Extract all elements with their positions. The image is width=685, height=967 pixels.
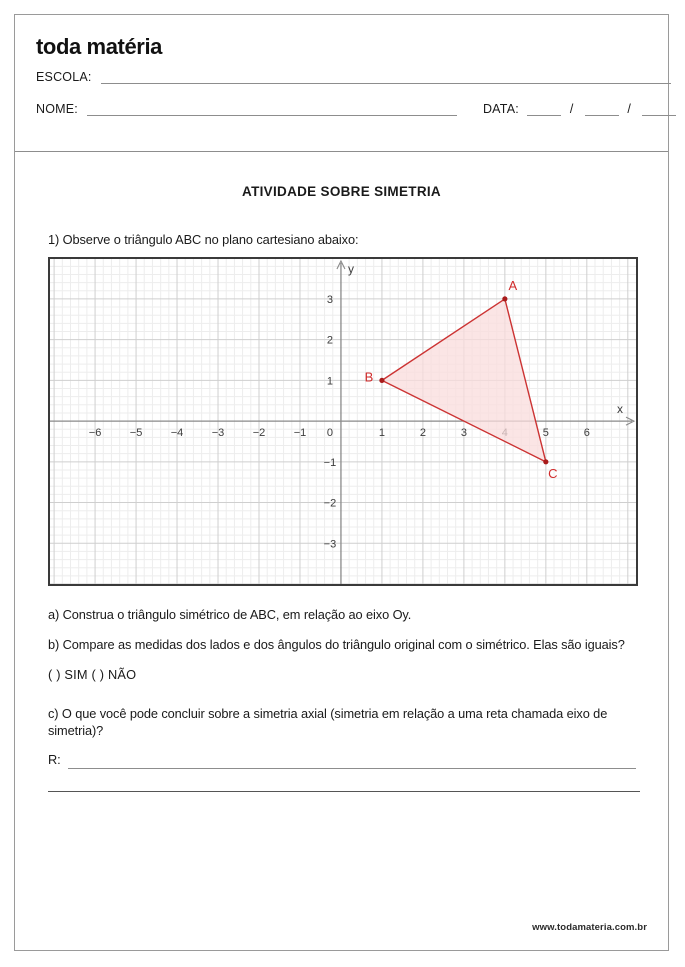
escola-label: ESCOLA:	[36, 70, 92, 84]
nome-field-row	[36, 102, 676, 120]
answer-label: R:	[48, 752, 61, 768]
svg-text:2: 2	[419, 427, 426, 440]
question-1-intro: 1) Observe o triângulo ABC no plano cartesiano abaixo:	[48, 232, 359, 247]
svg-text:−1: −1	[293, 427, 307, 440]
svg-text:B: B	[364, 369, 374, 385]
svg-text:−2: −2	[323, 497, 337, 510]
question-c: c) O que você pode concluir sobre a simetria axial (simetria em relação a uma reta chamada eixo de simetria)?	[48, 705, 608, 738]
svg-text:C: C	[548, 465, 558, 481]
svg-text:−3: −3	[323, 538, 337, 551]
data-day-line[interactable]	[527, 102, 561, 116]
svg-text:x: x	[617, 402, 623, 417]
data-label: DATA:	[482, 102, 519, 116]
page-body	[15, 152, 668, 768]
svg-text:2: 2	[326, 334, 334, 347]
data-month-line[interactable]	[585, 102, 619, 116]
question-b: b) Compare as medidas dos lados e dos ângulos do triângulo original com o simétrico. Elas são iguais?	[48, 636, 625, 652]
footer-url: www.todamateria.com.br	[532, 922, 647, 933]
escola-input-line[interactable]	[101, 70, 671, 84]
cartesian-plane	[48, 257, 638, 586]
brand-logo: toda matéria	[36, 34, 163, 59]
svg-text:y: y	[347, 262, 354, 276]
data-field-group	[483, 102, 676, 116]
svg-text:6: 6	[583, 427, 590, 440]
worksheet-page	[14, 14, 669, 951]
page-header	[15, 15, 668, 152]
data-slash-1: /	[569, 102, 574, 116]
svg-text:5: 5	[542, 427, 549, 440]
question-b-choices[interactable]: ( ) SIM ( ) NÃO	[48, 666, 137, 682]
svg-text:1: 1	[326, 375, 334, 388]
svg-text:3: 3	[326, 293, 334, 306]
svg-text:3: 3	[460, 427, 467, 440]
svg-text:A: A	[508, 277, 518, 293]
question-a: a) Construa o triângulo simétrico de ABC, em relação ao eixo Oy.	[48, 607, 412, 622]
data-year-line[interactable]	[642, 102, 676, 116]
svg-text:−2: −2	[252, 427, 266, 440]
svg-text:−6: −6	[88, 427, 102, 440]
page-title: ATIVIDADE SOBRE SIMETRIA	[242, 184, 441, 199]
svg-text:−1: −1	[323, 456, 337, 469]
svg-text:−4: −4	[170, 427, 184, 440]
nome-input-line[interactable]	[87, 102, 457, 116]
svg-text:−3: −3	[211, 427, 225, 440]
svg-text:0: 0	[326, 427, 334, 440]
coordinate-grid-svg	[50, 259, 636, 584]
plot-frame	[48, 257, 638, 586]
answer-row	[48, 752, 640, 769]
answer-line-2[interactable]	[48, 791, 640, 792]
nome-label: NOME:	[36, 102, 78, 116]
answer-line-1[interactable]	[68, 755, 636, 769]
data-slash-2: /	[627, 102, 631, 116]
svg-text:−5: −5	[129, 427, 143, 440]
questions-list	[48, 607, 640, 792]
svg-text:1: 1	[378, 427, 385, 440]
escola-field-row	[36, 70, 671, 88]
